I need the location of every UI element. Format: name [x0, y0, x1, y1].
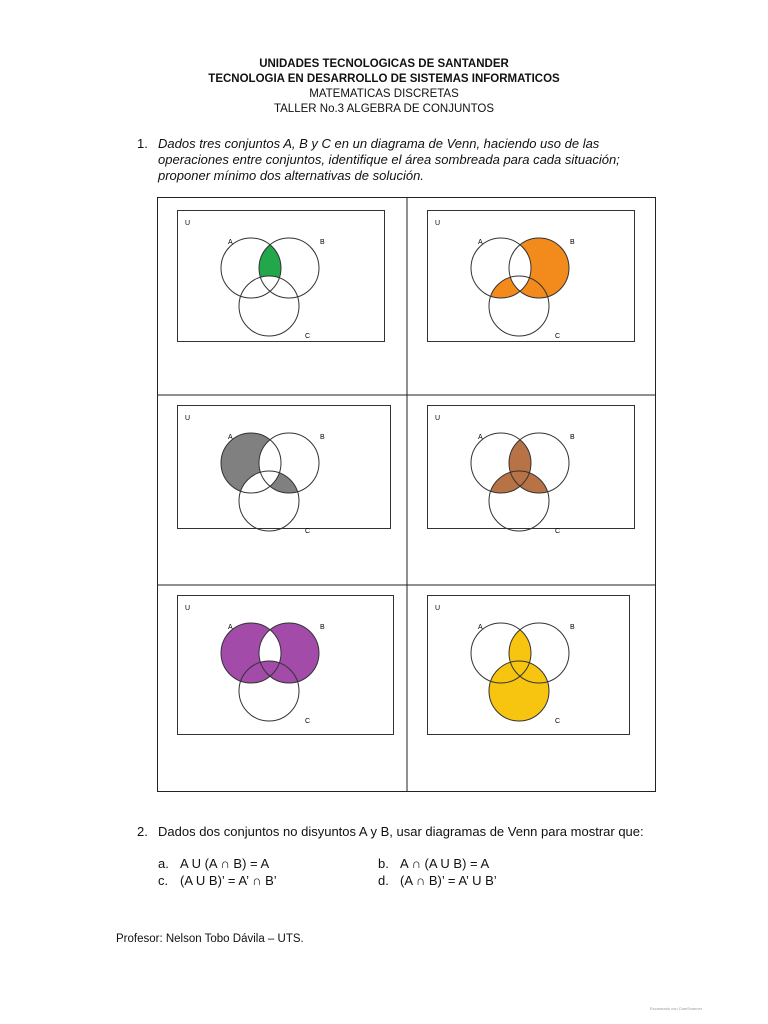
label-u: U	[435, 220, 441, 227]
option-d-expression: (A ∩ B)’ = A’ U B’	[400, 873, 497, 888]
scanner-stamp: Escaneado con CamScanner	[650, 1006, 703, 1011]
option-c-expression: (A U B)’ = A’ ∩ B’	[180, 873, 277, 888]
label-b: B	[570, 434, 575, 441]
label-a: A	[228, 239, 233, 246]
label-b: B	[320, 434, 325, 441]
option-c-letter: c.	[158, 873, 169, 888]
question-1	[137, 136, 657, 184]
label-b: B	[320, 624, 325, 631]
label-c: C	[305, 528, 311, 535]
label-c: C	[305, 333, 311, 340]
option-b	[378, 856, 489, 872]
question-1-text: Dados tres conjuntos A, B y C en un diagrama de Venn, haciendo uso de las operaciones entre conjuntos, identifique el área sombreada para cada situación; proponer mínimo dos alternativas de solución.	[158, 136, 620, 183]
professor-footer: Profesor: Nelson Tobo Dávila – UTS.	[116, 933, 304, 945]
venn-diagram-2	[428, 211, 635, 342]
label-u: U	[185, 415, 191, 422]
label-u: U	[435, 415, 441, 422]
document-header	[0, 57, 768, 117]
workshop-title: TALLER No.3 ALGEBRA DE CONJUNTOS	[273, 103, 495, 115]
label-u: U	[185, 605, 191, 612]
universe-box	[178, 211, 385, 342]
label-c: C	[555, 333, 561, 340]
option-a-letter: a.	[158, 856, 169, 871]
venn-diagram-5	[178, 596, 394, 735]
question-2-number: 2.	[137, 824, 148, 839]
label-u: U	[185, 220, 191, 227]
label-a: A	[228, 624, 233, 631]
option-d	[378, 873, 497, 889]
option-d-letter: d.	[378, 873, 389, 888]
venn-diagram-3	[178, 406, 391, 536]
venn-diagram-4	[428, 406, 635, 536]
program-name: TECNOLOGIA EN DESARROLLO DE SISTEMAS INFORMATICOS	[208, 73, 560, 85]
label-u: U	[435, 605, 441, 612]
label-a: A	[228, 434, 233, 441]
venn-diagram-grid	[157, 197, 656, 792]
label-b: B	[570, 239, 575, 246]
option-a-expression: A U (A ∩ B) = A	[180, 856, 270, 871]
label-b: B	[320, 239, 325, 246]
label-a: A	[478, 239, 483, 246]
institution-name: UNIDADES TECNOLOGICAS DE SANTANDER	[259, 58, 509, 70]
option-b-expression: A ∩ (A U B) = A	[400, 856, 490, 871]
question-2-text: Dados dos conjuntos no disyuntos A y B, usar diagramas de Venn para mostrar que:	[158, 824, 644, 839]
course-name: MATEMATICAS DISCRETAS	[309, 88, 459, 100]
venn-diagram-1	[178, 211, 385, 342]
option-b-letter: b.	[378, 856, 389, 871]
label-c: C	[555, 718, 561, 725]
question-2	[137, 824, 657, 840]
option-a	[158, 856, 269, 872]
question-1-number: 1.	[137, 136, 148, 151]
label-a: A	[478, 434, 483, 441]
label-c: C	[305, 718, 311, 725]
option-c	[158, 873, 277, 889]
label-b: B	[570, 624, 575, 631]
label-a: A	[478, 624, 483, 631]
universe-box	[178, 406, 391, 529]
venn-diagram-6	[428, 596, 630, 735]
label-c: C	[555, 528, 561, 535]
